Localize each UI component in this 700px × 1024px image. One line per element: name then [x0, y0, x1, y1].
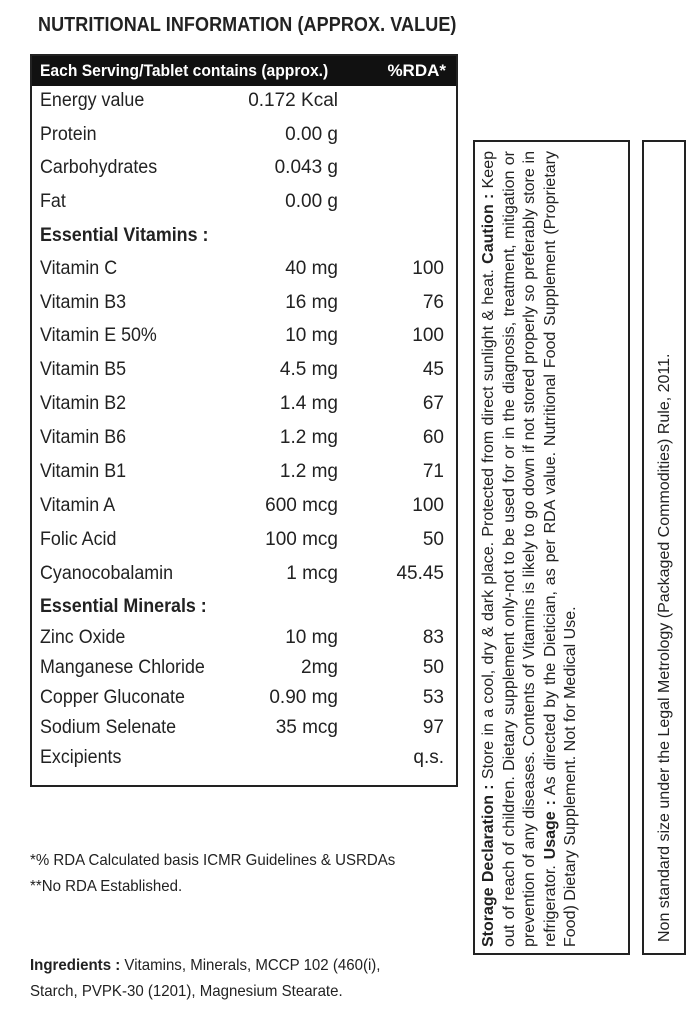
nutrient-name: Vitamin B3 — [40, 292, 127, 313]
nutrient-rda: 67 — [422, 393, 444, 414]
nutrient-name: Cyanocobalamin — [40, 563, 174, 584]
footnote-rda: *% RDA Calculated basis ICMR Guidelines & USRDAs — [30, 852, 396, 869]
nutrient-amount: 0.00 g — [285, 191, 338, 212]
nutrient-row — [32, 563, 456, 593]
nutrient-amount: 100 mcg — [265, 529, 338, 550]
nutrient-amount: 0.172 Kcal — [248, 90, 338, 111]
footnotes — [30, 848, 419, 900]
usage-text: As directed by the Dietician, as per RDA value. Nutritional Food Supplement (Proprietary Food) Dietary Supplement. Not for Medical Use. — [541, 150, 579, 947]
nutrient-amount: 0.90 mg — [269, 687, 338, 708]
legal-metrology-text: Non standard size under the Legal Metrology (Packaged Commodities) Rule, 2011. — [656, 353, 673, 942]
nutrient-amount: 1.4 mg — [279, 393, 338, 414]
nutrient-row — [32, 359, 456, 389]
caution-text: Keep out of reach of children. Dietary supplement only-not to be used for or in the diagnosis, treatment, mitigation or prevention of any diseases. Contents of Vitamins is likely to go down if not stored properly so preferably store in refrigerator. — [480, 150, 559, 947]
storage-declaration-text — [479, 151, 625, 947]
nutrient-rda: 100 — [412, 325, 444, 346]
nutrient-name: Protein — [40, 124, 97, 145]
nutrient-amount: 1 mcg — [286, 563, 338, 584]
storage-label: Storage Declaration : — [480, 784, 497, 947]
nutrient-rda: 50 — [422, 529, 444, 550]
nutrient-name: Vitamin E 50% — [40, 325, 157, 346]
nutrient-row — [32, 657, 456, 687]
nutrient-rda: 100 — [412, 495, 444, 516]
nutrient-name: Energy value — [40, 90, 145, 111]
header-serving: Each Serving/Tablet contains (approx.) — [40, 61, 329, 80]
section-heading — [32, 596, 456, 626]
nutrient-rda: 45.45 — [396, 563, 444, 584]
storage-text: Store in a cool, dry & dark place. Protected from direct sunlight & heat. — [480, 269, 497, 785]
nutrient-row — [32, 393, 456, 423]
nutrient-row — [32, 90, 456, 120]
nutrient-amount: 40 mg — [285, 258, 338, 279]
nutrient-name: Vitamin B6 — [40, 427, 127, 448]
nutrient-rda: 100 — [412, 258, 444, 279]
nutrient-amount: 4.5 mg — [279, 359, 338, 380]
ingredients-line1: Vitamins, Minerals, MCCP 102 (460(i), — [120, 957, 381, 974]
nutrient-row — [32, 157, 456, 187]
nutrient-row — [32, 529, 456, 559]
nutrient-name: Vitamin B2 — [40, 393, 127, 414]
section-heading — [32, 225, 456, 255]
nutrient-rda: 45 — [422, 359, 444, 380]
nutrient-row — [32, 124, 456, 154]
nutrient-name: Fat — [40, 191, 66, 212]
ingredients-line2: Starch, PVPK-30 (1201), Magnesium Stearate. — [30, 983, 343, 1000]
nutrient-amount: 600 mcg — [265, 495, 338, 516]
nutrient-name: Sodium Selenate — [40, 717, 177, 738]
nutrient-name: Excipients — [40, 747, 122, 768]
nutrient-rda: 97 — [422, 717, 444, 738]
page-title: NUTRITIONAL INFORMATION (APPROX. VALUE) — [38, 14, 457, 36]
header-rda: %RDA* — [387, 61, 446, 80]
nutrient-row — [32, 687, 456, 717]
nutrient-name: Carbohydrates — [40, 157, 158, 178]
nutrient-name: Vitamin B1 — [40, 461, 127, 482]
nutrient-row — [32, 427, 456, 457]
nutrient-row — [32, 258, 456, 288]
nutrient-amount: 16 mg — [285, 292, 338, 313]
nutrient-amount: 1.2 mg — [279, 427, 338, 448]
nutrient-row — [32, 191, 456, 221]
storage-declaration-box — [473, 140, 630, 955]
nutrient-amount: 10 mg — [285, 325, 338, 346]
nutrient-rda: 60 — [422, 427, 444, 448]
nutrient-amount: 0.00 g — [285, 124, 338, 145]
nutrient-row — [32, 627, 456, 657]
nutrient-row — [32, 292, 456, 322]
nutrient-row — [32, 325, 456, 355]
footnote-no-rda: **No RDA Established. — [30, 878, 183, 895]
nutrient-name: Manganese Chloride — [40, 657, 205, 678]
ingredients-label: Ingredients : — [30, 957, 121, 974]
caution-label: Caution : — [480, 193, 497, 264]
nutrient-rda: 76 — [422, 292, 444, 313]
nutrient-row — [32, 747, 456, 777]
legal-metrology-box — [642, 140, 686, 955]
nutrition-table — [30, 54, 458, 787]
nutrient-amount: 0.043 g — [274, 157, 338, 178]
nutrient-row — [32, 717, 456, 747]
nutrient-name: Essential Vitamins : — [40, 225, 209, 246]
nutrient-rda: 83 — [422, 627, 444, 648]
nutrient-name: Folic Acid — [40, 529, 117, 550]
ingredients — [30, 953, 403, 1005]
nutrient-rda: 71 — [422, 461, 444, 482]
table-header — [32, 56, 456, 86]
nutrient-name: Vitamin A — [40, 495, 116, 516]
nutrient-row — [32, 461, 456, 491]
nutrient-amount: 2mg — [301, 657, 338, 678]
nutrient-row — [32, 495, 456, 525]
nutrient-name: Vitamin B5 — [40, 359, 127, 380]
nutrient-amount: 1.2 mg — [279, 461, 338, 482]
nutrient-rda: 50 — [422, 657, 444, 678]
nutrient-amount: 10 mg — [285, 627, 338, 648]
nutrient-amount: 35 mcg — [275, 717, 338, 738]
nutrient-name: Zinc Oxide — [40, 627, 126, 648]
nutrient-name: Copper Gluconate — [40, 687, 185, 708]
nutrient-rda: q.s. — [413, 747, 444, 768]
nutrient-name: Vitamin C — [40, 258, 118, 279]
nutrient-rda: 53 — [422, 687, 444, 708]
usage-label: Usage : — [541, 800, 559, 860]
nutrient-name: Essential Minerals : — [40, 596, 207, 617]
